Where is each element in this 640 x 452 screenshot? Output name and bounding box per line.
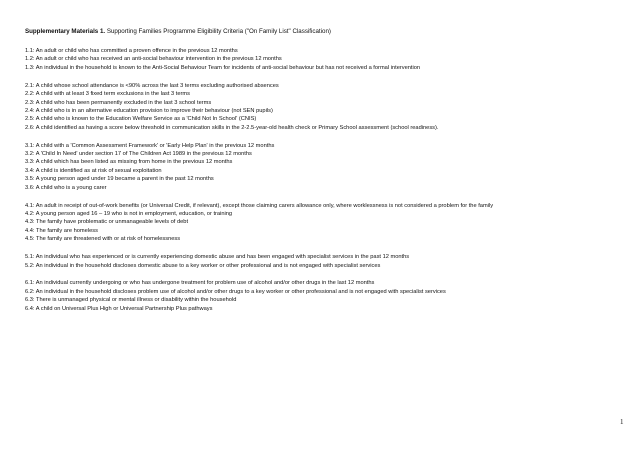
- criterion-6-4: 6.4: A child on Universal Plus High or Universal Partnership Plus pathways: [25, 305, 213, 312]
- criterion-3-2: 3.2: A 'Child In Need' under section 17 of The Children Act 1989 in the previous 12 months: [25, 151, 252, 158]
- criterion-4-2: 4.2: A young person aged 16 – 19 who is not in employment, education, or training: [25, 211, 233, 217]
- title-bold-prefix: Supplementary Materials 1.: [25, 28, 106, 35]
- criteria-group-2: [25, 82, 620, 132]
- criterion-1-3: 1.3: An individual in the household is known to the Anti-Social Behaviour Team for incidents of anti-social behaviour but has not received a formal intervention: [25, 64, 421, 71]
- criteria-group-3: [25, 142, 620, 192]
- criterion-3-5: 3.5: A young person aged under 19 became a parent in the past 12 months: [25, 176, 214, 183]
- criterion-2-5: 2.5: A child who is known to the Education Welfare Service as a 'Child Not In School' (CNIS): [25, 116, 257, 123]
- criterion-1-2: 1.2: An adult or child who has received an anti-social behaviour intervention in the previous 12 months: [25, 56, 282, 63]
- criterion-1-1: 1.1: An adult or child who has committed a proven offence in the previous 12 months: [25, 48, 238, 54]
- criterion-6-2: 6.2: An individual in the household discloses problem use of alcohol and/or other drugs to a key worker or other professional and is not engaged with specialist services: [25, 288, 446, 295]
- criteria-group-6: [25, 279, 620, 313]
- criterion-2-4: 2.4: A child who is in an alternative education provision to improve their behaviour (not SEN pupils): [25, 107, 273, 114]
- criterion-3-6: 3.6: A child who is a young carer: [25, 184, 107, 191]
- criterion-2-3: 2.3: A child who has been permanently excluded in the last 3 school terms: [25, 99, 212, 106]
- document-title: [25, 28, 620, 36]
- criterion-2-1: 2.1: A child whose school attendance is <90% across the last 3 terms excluding authorised absences: [25, 82, 279, 89]
- criterion-3-3: 3.3: A child which has been listed as missing from home in the previous 12 months: [25, 159, 233, 166]
- criteria-group-5: [25, 253, 620, 270]
- document-page: [25, 28, 620, 323]
- page-number: 1: [620, 418, 624, 426]
- criterion-6-1: 6.1: An individual currently undergoing or who has undergone treatment for problem use of alcohol and/or other drugs in the last 12 months: [25, 280, 375, 287]
- criterion-4-4: 4.4: The family are homeless: [25, 227, 98, 234]
- criterion-4-3: 4.3: The family have problematic or unmanageable levels of debt: [25, 219, 189, 226]
- criterion-6-3: 6.3: There is unmanaged physical or mental illness or disability within the household: [25, 297, 237, 304]
- criterion-3-1: 3.1: A child with a 'Common Assessment Framework' or 'Early Help Plan' in the previous 12 months: [25, 142, 275, 149]
- criterion-5-2: 5.2: An individual in the household discloses domestic abuse to a key worker or other professional and is not engaged with specialist services: [25, 262, 381, 269]
- criterion-2-6: 2.6: A child identified as having a score below threshold in communication skills in the 2-2.5-year-old health check or Primary School assessment (school readiness).: [25, 124, 439, 131]
- criteria-group-1: [25, 47, 620, 72]
- criterion-2-2: 2.2: A child with at least 3 fixed term exclusions in the last 3 terms: [25, 91, 191, 98]
- criterion-4-1: 4.1: An adult in receipt of out-of-work benefits (or Universal Credit, if relevant), except those claiming carers allowance only, where worklessness is not considered a problem for the family: [25, 202, 494, 209]
- criterion-4-5: 4.5: The family are threatened with or at risk of homelessness: [25, 236, 181, 243]
- criteria-group-4: [25, 202, 620, 244]
- criterion-5-1: 5.1: An individual who has experienced or is currently experiencing domestic abuse and has been engaged with specialist services in the past 12 months: [25, 254, 410, 261]
- title-rest: Supporting Families Programme Eligibility Criteria ("On Family List" Classification): [105, 28, 331, 35]
- criterion-3-4: 3.4: A child is identified as at risk of sexual exploitation: [25, 167, 162, 174]
